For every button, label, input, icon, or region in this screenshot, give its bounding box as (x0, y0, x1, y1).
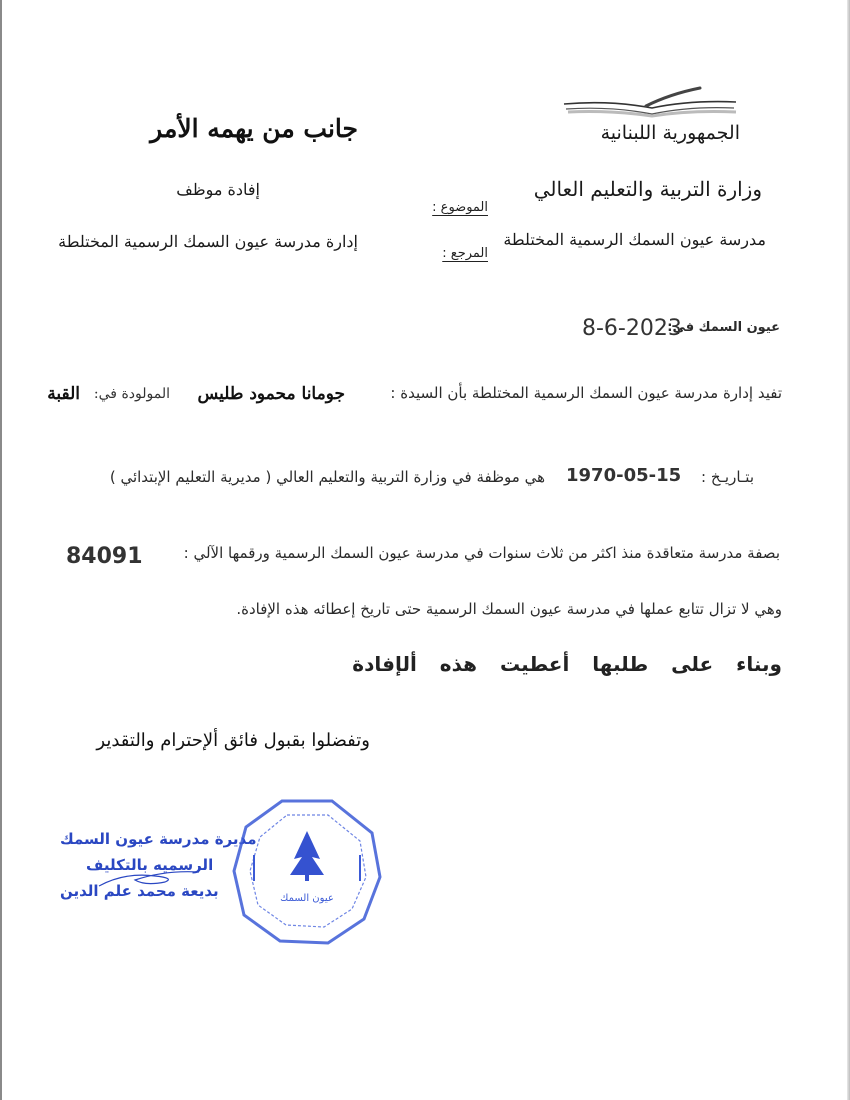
subject-label: الموضوع : (432, 200, 488, 215)
reference-label: المرجع : (442, 246, 488, 261)
dob-value: 1970-05-15 (566, 465, 682, 486)
open-book-icon (560, 84, 740, 118)
born-place: القبة (47, 384, 80, 404)
date-label: عيون السمك في: (667, 320, 780, 335)
addressee: جانب من يهمه الأمر (150, 114, 358, 143)
employment-text: هي موظفة في وزارة التربية والتعليم العالي ( مديرية التعليم الإبتدائي ) (109, 468, 545, 486)
employee-id: 84091 (66, 544, 143, 569)
dob-label: بتـاريـخ : (701, 468, 754, 486)
intro-text: تفيد إدارة مدرسة عيون السمك الرسمية المختلطة بأن السيدة : (390, 384, 782, 402)
scan-edge-left (0, 0, 2, 1100)
signature-line-2: الرسميه بالتكليف (86, 856, 214, 874)
contract-text: بصفة مدرسة متعاقدة منذ اكثر من ثلاث سنوات في مدرسة عيون السمك الرسمية ورقمها الآلي : (183, 544, 780, 562)
signature-line-3: بديعة محمد علم الدين (60, 882, 219, 900)
handwritten-signature-icon (95, 866, 205, 890)
continuing-text: وهي لا تزال تتابع عملها في مدرسة عيون السمك الرسمية حتى تاريخ إعطائه هذه الإفادة. (236, 600, 782, 618)
request-text: وبناء على طلبها أعطيت هذه ألإفادة (352, 652, 782, 676)
stamp-text: عيون السمك (280, 893, 334, 904)
signature-line-1: مديرة مدرسة عيون السمك (60, 830, 257, 848)
republic-title: الجمهورية اللبنانية (600, 122, 740, 144)
school-title: مدرسة عيون السمك الرسمية المختلطة (503, 230, 766, 249)
employee-name: جومانا محمود طليس (197, 384, 345, 404)
cedar-stamp-icon (232, 797, 382, 945)
born-label: المولودة في: (93, 386, 170, 402)
date-value: 8-6-2023 (582, 316, 682, 341)
subject-value: إفادة موظف (176, 180, 260, 199)
closing-text: وتفضلوا بقبول فائق ألإحترام والتقدير (96, 730, 370, 751)
reference-value: إدارة مدرسة عيون السمك الرسمية المختلطة (58, 232, 358, 251)
ministry-title: وزارة التربية والتعليم العالي (533, 177, 762, 201)
